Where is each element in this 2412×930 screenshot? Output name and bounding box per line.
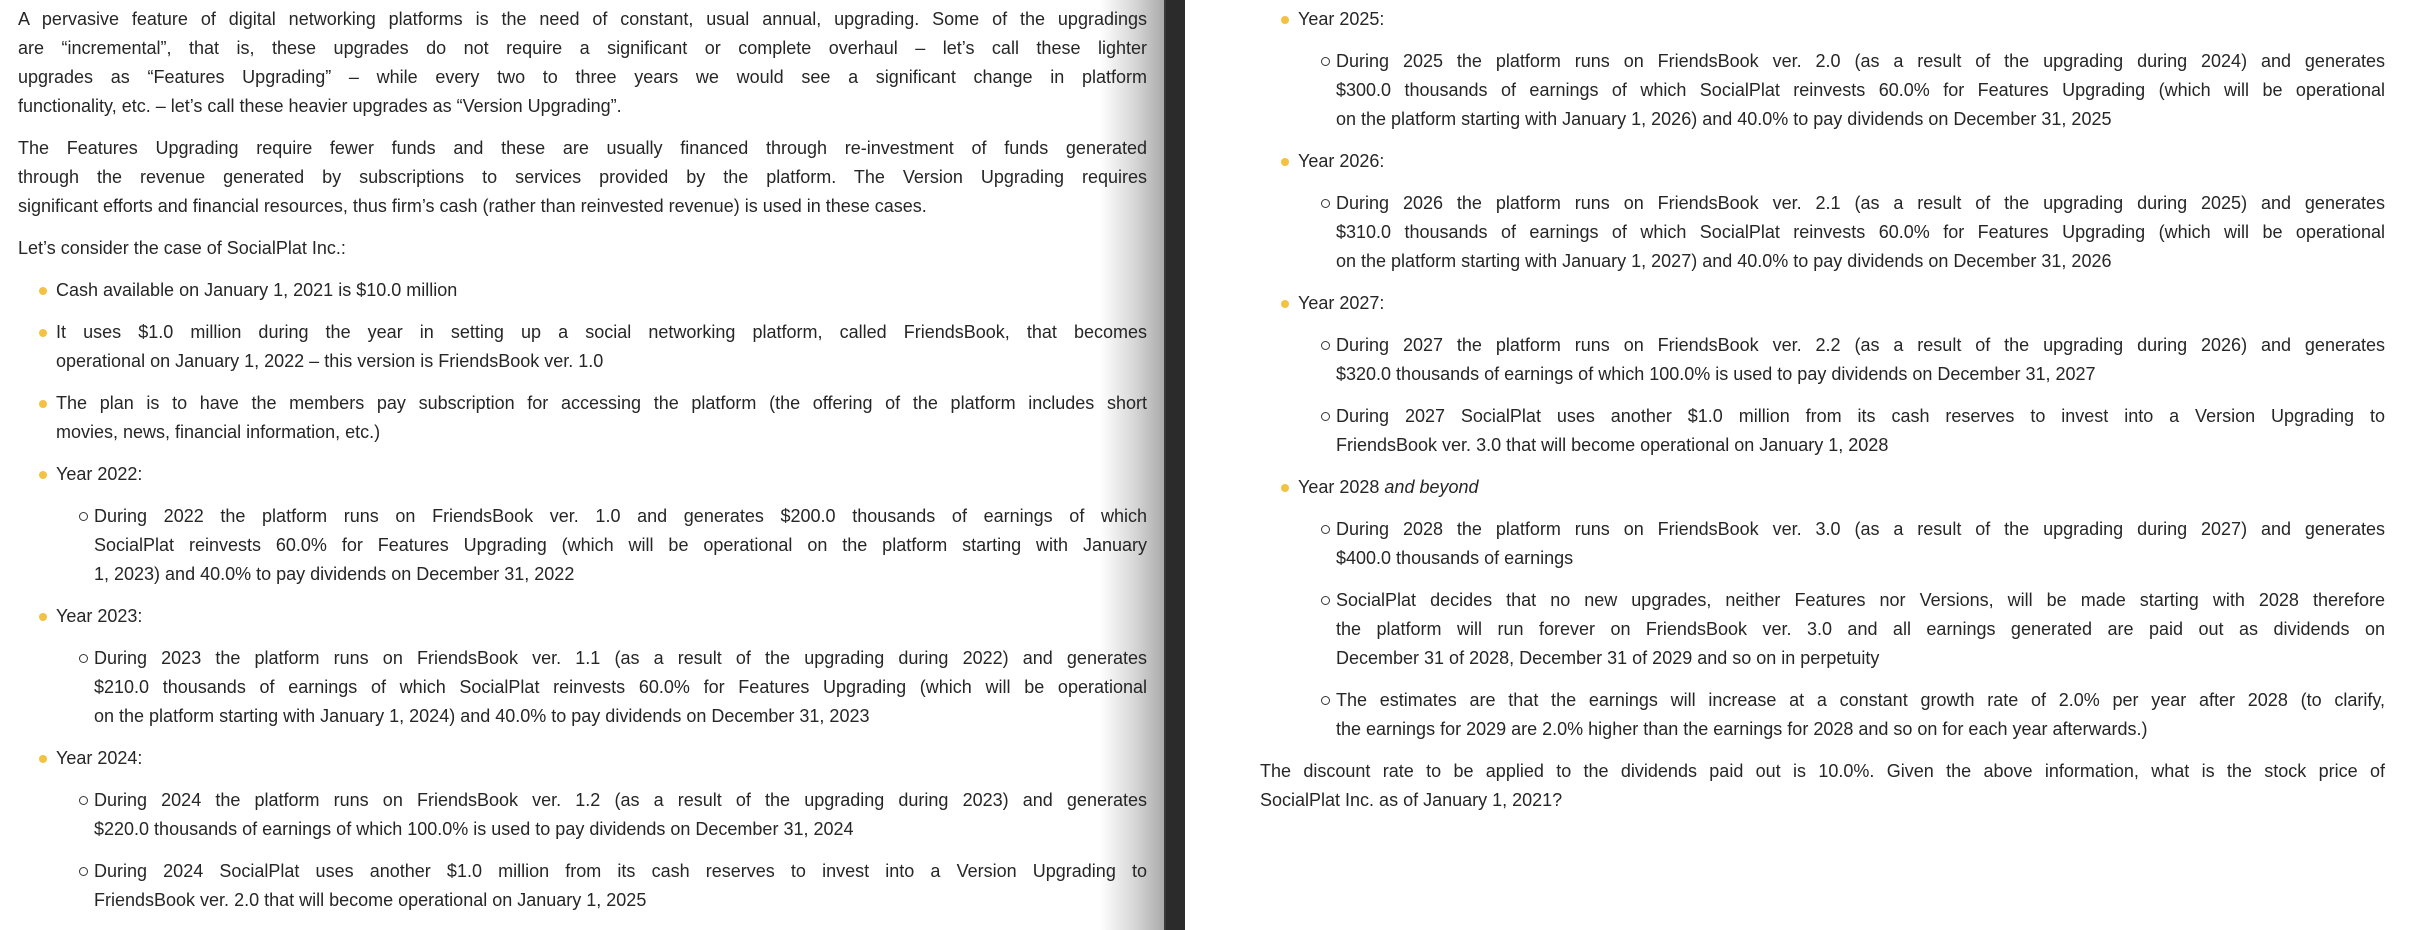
text-line: FriendsBook ver. 2.0 that will become operational on January 1, 2025 [94, 890, 647, 910]
sub-bullet-item [18, 786, 1147, 844]
text-line: It uses $1.0 million during the year in setting up a social networking platform, called FriendsBook, that becomes [56, 322, 1147, 342]
bullet-item [18, 602, 1147, 631]
text-line: Year 2022: [56, 464, 143, 484]
italic-text-segment: and beyond [1384, 477, 1479, 497]
sub-bullet-item [18, 857, 1147, 915]
sub-bullet-item [1260, 686, 2385, 744]
text-line: $320.0 thousands of earnings of which 100.0% is used to pay dividends on December 31, 2027 [1336, 364, 2096, 384]
sub-bullet-circle-icon [1321, 696, 1330, 705]
bullet-item [18, 389, 1147, 447]
sub-bullet-circle-icon [79, 512, 88, 521]
text-line: functionality, etc. – let’s call these heavier upgrades as “Version Upgrading”. [18, 96, 622, 116]
paragraph [18, 134, 1147, 221]
text-line: 1, 2023) and 40.0% to pay dividends on December 31, 2022 [94, 564, 575, 584]
text-line: The Features Upgrading require fewer funds and these are usually financed through re-investment of funds generated [18, 138, 1147, 158]
sub-bullet-item [1260, 331, 2385, 389]
bullet-dot-icon [39, 755, 47, 763]
document-page-left [0, 0, 1165, 930]
bullet-dot-icon [39, 287, 47, 295]
text-line: Cash available on January 1, 2021 is $10.0 million [56, 280, 458, 300]
bullet-dot-icon [39, 613, 47, 621]
text-line: $310.0 thousands of earnings of which SocialPlat reinvests 60.0% for Features Upgrading (which will be operational [1336, 222, 2385, 242]
text-line [1298, 473, 2385, 502]
paragraph [18, 234, 1147, 263]
bullet-item [18, 460, 1147, 489]
text-line: the platform will run forever on FriendsBook ver. 3.0 and all earnings generated are paid out as dividends on [1336, 619, 2385, 639]
text-line: $400.0 thousands of earnings [1336, 548, 1574, 568]
bullet-item [1260, 473, 2385, 502]
text-line: $220.0 thousands of earnings of which 100.0% is used to pay dividends on December 31, 2024 [94, 819, 854, 839]
text-line: through the revenue generated by subscriptions to services provided by the platform. The Version Upgrading requires [18, 167, 1147, 187]
text-line: on the platform starting with January 1, 2026) and 40.0% to pay dividends on December 31, 2025 [1336, 109, 2112, 129]
text-line: are “incremental”, that is, these upgrades do not require a significant or complete overhaul – let’s call these lighter [18, 38, 1147, 58]
sub-bullet-circle-icon [79, 796, 88, 805]
page-content [1260, 5, 2385, 828]
bullet-dot-icon [39, 471, 47, 479]
document-page-right [1185, 0, 2412, 930]
sub-bullet-item [18, 644, 1147, 731]
text-line: Year 2025: [1298, 9, 1385, 29]
text-line: The estimates are that the earnings will increase at a constant growth rate of 2.0% per year after 2028 (to clarify, [1336, 690, 2385, 710]
text-line: SocialPlat reinvests 60.0% for Features Upgrading (which will be operational on the platform starting with January [94, 535, 1147, 555]
sub-bullet-circle-icon [1321, 525, 1330, 534]
sub-bullet-item [1260, 515, 2385, 573]
text-line: Year 2024: [56, 748, 143, 768]
text-line: Year 2027: [1298, 293, 1385, 313]
text-line: During 2022 the platform runs on FriendsBook ver. 1.0 and generates $200.0 thousands of earnings of which [94, 506, 1147, 526]
bullet-dot-icon [1281, 484, 1289, 492]
text-line: During 2026 the platform runs on FriendsBook ver. 2.1 (as a result of the upgrading during 2025) and generates [1336, 193, 2385, 213]
bullet-item [18, 276, 1147, 305]
page-content [18, 5, 1147, 928]
bullet-item [1260, 5, 2385, 34]
bullet-dot-icon [1281, 16, 1289, 24]
text-line: During 2025 the platform runs on FriendsBook ver. 2.0 (as a result of the upgrading during 2024) and generates [1336, 51, 2385, 71]
page-gutter [1166, 0, 1185, 930]
text-line: During 2024 SocialPlat uses another $1.0 million from its cash reserves to invest into a Version Upgrading to [94, 861, 1147, 881]
text-line: SocialPlat Inc. as of January 1, 2021? [1260, 790, 1563, 810]
bullet-item [1260, 147, 2385, 176]
text-line: December 31 of 2028, December 31 of 2029 and so on in perpetuity [1336, 648, 1880, 668]
text-line: upgrades as “Features Upgrading” – while every two to three years we would see a significant change in platform [18, 67, 1147, 87]
sub-bullet-circle-icon [79, 654, 88, 663]
text-line: During 2023 the platform runs on FriendsBook ver. 1.1 (as a result of the upgrading during 2022) and generates [94, 648, 1147, 668]
bullet-dot-icon [1281, 158, 1289, 166]
bullet-item [18, 318, 1147, 376]
text-line: During 2027 SocialPlat uses another $1.0 million from its cash reserves to invest into a Version Upgrading to [1336, 406, 2385, 426]
text-line: The discount rate to be applied to the dividends paid out is 10.0%. Given the above information, what is the stock price of [1260, 761, 2385, 781]
text-line: The plan is to have the members pay subscription for accessing the platform (the offering of the platform includes short [56, 393, 1147, 413]
text-line: $210.0 thousands of earnings of which SocialPlat reinvests 60.0% for Features Upgrading (which will be operational [94, 677, 1147, 697]
sub-bullet-item [1260, 47, 2385, 134]
text-line: on the platform starting with January 1, 2024) and 40.0% to pay dividends on December 31, 2023 [94, 706, 870, 726]
text-line: Year 2026: [1298, 151, 1385, 171]
text-line: Year 2023: [56, 606, 143, 626]
text-line: During 2027 the platform runs on FriendsBook ver. 2.2 (as a result of the upgrading during 2026) and generates [1336, 335, 2385, 355]
text-line: movies, news, financial information, etc.) [56, 422, 381, 442]
text-line: SocialPlat decides that no new upgrades, neither Features nor Versions, will be made starting with 2028 therefore [1336, 590, 2385, 610]
paragraph [1260, 757, 2385, 815]
paragraph [18, 5, 1147, 121]
sub-bullet-item [1260, 402, 2385, 460]
bullet-dot-icon [39, 329, 47, 337]
sub-bullet-circle-icon [1321, 57, 1330, 66]
sub-bullet-item [18, 502, 1147, 589]
text-line: FriendsBook ver. 3.0 that will become operational on January 1, 2028 [1336, 435, 1889, 455]
text-line: on the platform starting with January 1, 2027) and 40.0% to pay dividends on December 31, 2026 [1336, 251, 2112, 271]
text-line: $300.0 thousands of earnings of which SocialPlat reinvests 60.0% for Features Upgrading (which will be operational [1336, 80, 2385, 100]
text-segment: Year 2028 [1298, 477, 1385, 497]
sub-bullet-circle-icon [1321, 412, 1330, 421]
text-line: A pervasive feature of digital networking platforms is the need of constant, usual annual, upgrading. Some of the upgradings [18, 9, 1147, 29]
sub-bullet-circle-icon [1321, 341, 1330, 350]
bullet-dot-icon [1281, 300, 1289, 308]
text-line: During 2028 the platform runs on FriendsBook ver. 3.0 (as a result of the upgrading during 2027) and generates [1336, 519, 2385, 539]
sub-bullet-circle-icon [79, 867, 88, 876]
sub-bullet-circle-icon [1321, 596, 1330, 605]
sub-bullet-item [1260, 586, 2385, 673]
text-line: Let’s consider the case of SocialPlat Inc.: [18, 238, 346, 258]
text-line: operational on January 1, 2022 – this version is FriendsBook ver. 1.0 [56, 351, 604, 371]
sub-bullet-item [1260, 189, 2385, 276]
bullet-dot-icon [39, 400, 47, 408]
bullet-item [1260, 289, 2385, 318]
sub-bullet-circle-icon [1321, 199, 1330, 208]
text-line: During 2024 the platform runs on FriendsBook ver. 1.2 (as a result of the upgrading during 2023) and generates [94, 790, 1147, 810]
bullet-item [18, 744, 1147, 773]
text-line: significant efforts and financial resources, thus firm’s cash (rather than reinvested revenue) is used in these cases. [18, 196, 927, 216]
text-line: the earnings for 2029 are 2.0% higher than the earnings for 2028 and so on for each year afterwards.) [1336, 719, 2148, 739]
